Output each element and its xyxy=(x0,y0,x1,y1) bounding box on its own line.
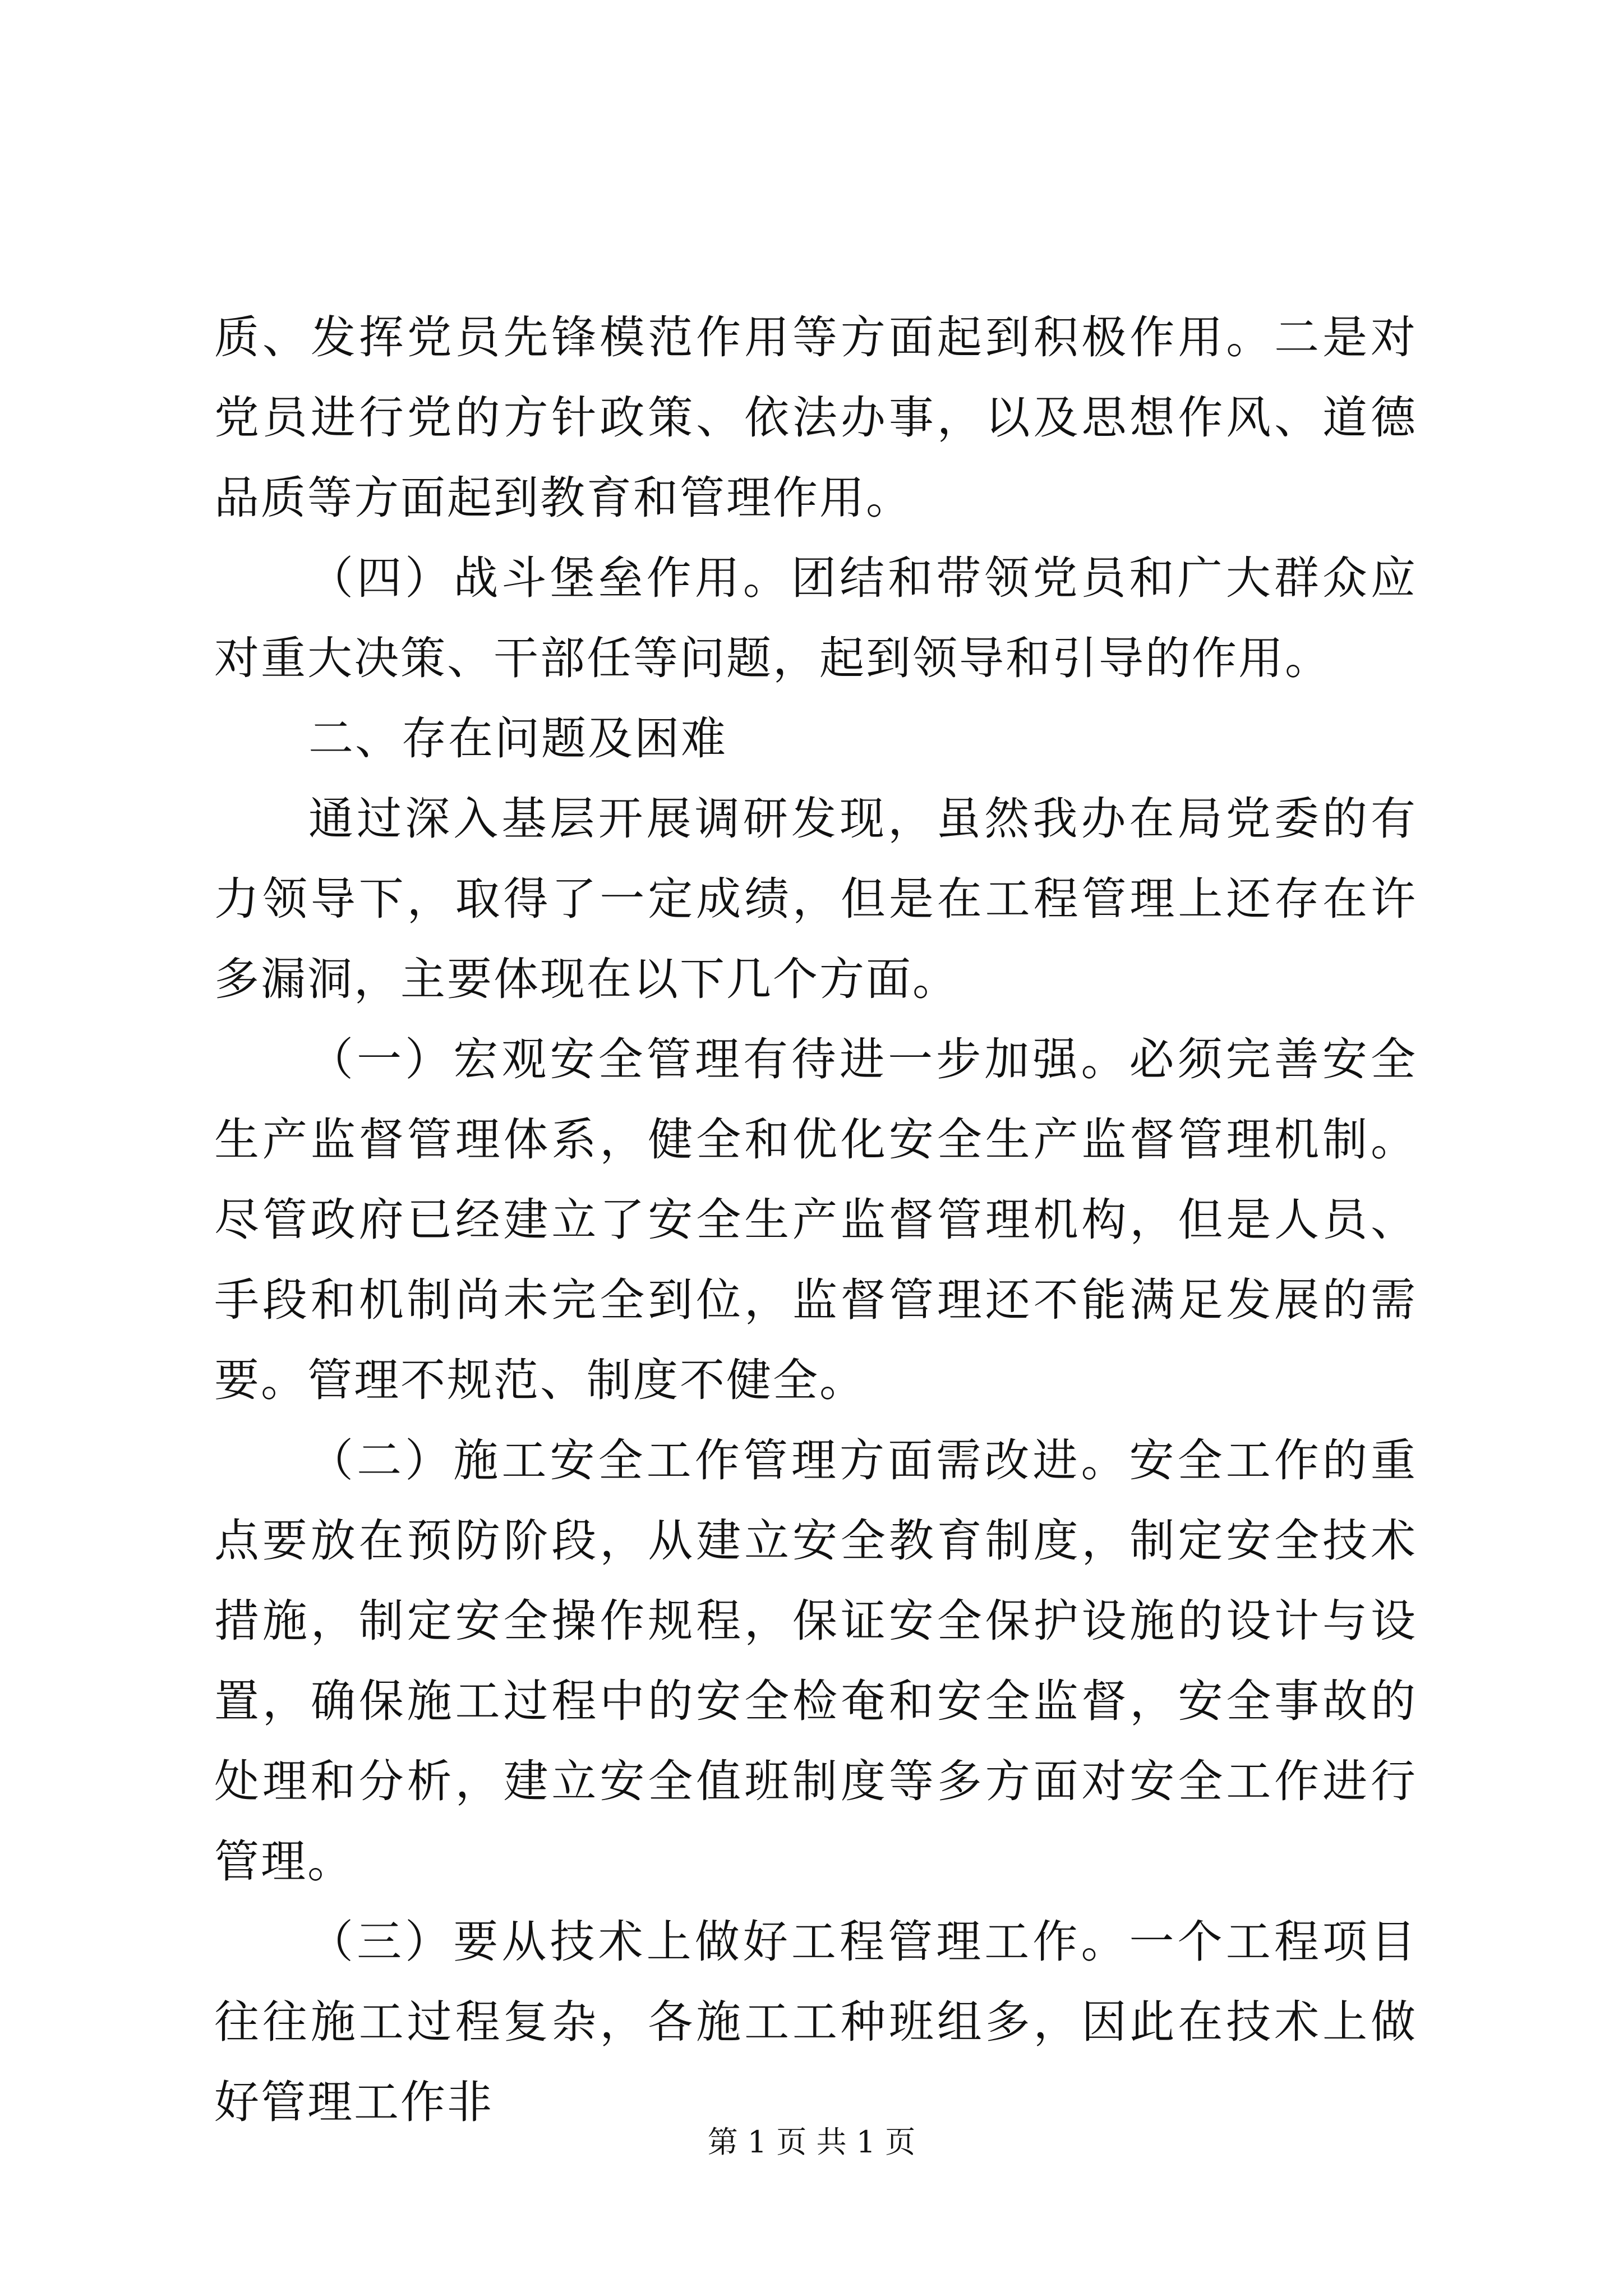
section-heading: 二、存在问题及困难 xyxy=(308,712,727,765)
page-footer: 第 1 页 共 1 页 xyxy=(707,2124,916,2160)
paragraph-4: （一）宏观安全管理有待进一步加强。必须完善安全生产监督管理体系，健全和优化安全生产监督管理机制。尽管政府已经建立了安全生产监督管理机构，但是人员、手段和机制尚未完全到位，监督管理还不能满足发展的需要。管理不规范、制度不健全。 xyxy=(214,1033,1417,1406)
paragraph-2: （四）战斗堡垒作用。团结和带领党员和广大群众应对重大决策、干部任等问题，起到领导和引导的作用。 xyxy=(214,552,1417,684)
paragraph-1: 质、发挥党员先锋模范作用等方面起到积极作用。二是对党员进行党的方针政策、依法办事，以及思想作风、道德品质等方面起到教育和管理作用。 xyxy=(214,311,1417,524)
paragraph-3: 通过深入基层开展调研发现，虽然我办在局党委的有力领导下，取得了一定成绩，但是在工程管理上还存在许多漏洞，主要体现在以下几个方面。 xyxy=(214,793,1417,1005)
paragraph-5: （二）施工安全工作管理方面需改进。安全工作的重点要放在预防阶段，从建立安全教育制度，制定安全技术措施，制定安全操作规程，保证安全保护设施的设计与设置，确保施工过程中的安全检奄和安全监督，安全事故的处理和分析，建立安全值班制度等多方面对安全工作进行管理。 xyxy=(214,1434,1417,1888)
document-body xyxy=(214,297,1417,2142)
paragraph-6: （三）要从技术上做好工程管理工作。一个工程项目往往施工过程复杂，各施工工种班组多，因此在技术上做好管理工作非 xyxy=(214,1916,1417,2128)
